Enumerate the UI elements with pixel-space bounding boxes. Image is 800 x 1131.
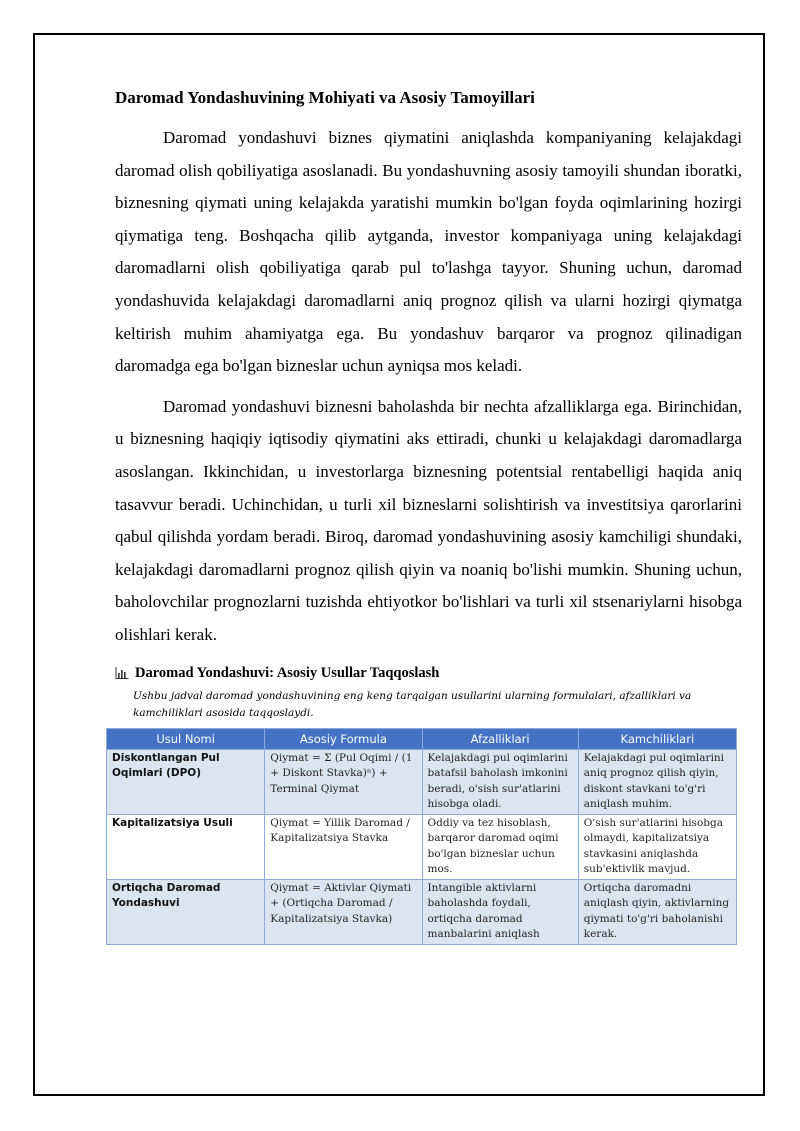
advantages-cell: Kelajakdagi pul oqimlarini batafsil baholash imkonini beradi, o'sish sur'atlarini hisobga oladi. <box>422 749 578 814</box>
method-cell: Diskontlangan Pul Oqimlari (DPO) <box>107 749 265 814</box>
advantages-cell: Oddiy va tez hisoblash, barqaror daromad oqimi bo'lgan bizneslar uchun mos. <box>422 814 578 879</box>
advantages-cell: Intangible aktivlarni baholashda foydali, ortiqcha daromad manbalarini aniqlash <box>422 879 578 944</box>
disadvantages-cell: O'sish sur'atlarini hisobga olmaydi, kapitalizatsiya stavkasini aniqlashda sub'ektivlik mavjud. <box>578 814 736 879</box>
formula-cell: Qiymat = Σ (Pul Oqimi / (1 + Diskont Stavka)ⁿ) + Terminal Qiymat <box>265 749 422 814</box>
comparison-table-section <box>112 664 742 945</box>
column-header-formula: Asosiy Formula <box>265 728 422 749</box>
paragraph-2: Daromad yondashuvi biznesni baholashda bir nechta afzalliklarga ega. Birinchidan, u biznesning haqiqiy iqtisodiy qiymatini aks ettiradi, chunki u kelajakdagi daromadlarga asoslangan. Ikkinchidan, u investorlarga biznesning potentsial rentabelligi haqida aniq tasavvur beradi. Uchinchidan, u turli xil bizneslarni solishtirish va investitsiya qarorlarini qabul qilishda yordam beradi. Biroq, daromad yondashuvining asosiy kamchiligi shundaki, kelajakdagi daromadlarni prognoz qilish qiyin va noaniq bo'lishi mumkin. Shuning uchun, baholovchilar prognozlarni tuzishda ehtiyotkor bo'lishlari va turli xil stsenariylarni hisobga olishlari kerak. <box>115 396 742 644</box>
table-title-text: Daromad Yondashuvi: Asosiy Usullar Taqqoslash <box>135 664 440 681</box>
method-cell: Kapitalizatsiya Usuli <box>107 814 265 879</box>
table-caption: Ushbu jadval daromad yondashuvining eng keng tarqalgan usullarini ularning formulalari, afzalliklari va kamchiliklari asosida taqqoslaydi. <box>133 689 692 719</box>
formula-cell: Qiymat = Aktivlar Qiymati + (Ortiqcha Daromad / Kapitalizatsiya Stavka) <box>265 879 422 944</box>
column-header-method: Usul Nomi <box>107 728 265 749</box>
method-cell: Ortiqcha Daromad Yondashuvi <box>107 879 265 944</box>
paragraph-1: Daromad yondashuvi biznes qiymatini aniqlashda kompaniyaning kelajakdagi daromad olish qobiliyatiga asoslanadi. Bu yondashuvning asosiy tamoyili shundan iboratki, biznesning qiymati uning kelajakda yaratishi mumkin bo'lgan foyda oqimlarining hozirgi qiymatiga teng. Boshqacha qilib aytganda, investor kompaniyaga uning kelajakdagi daromadlarni olish qobiliyatiga qarab pul to'lashga tayyor. Shuning uchun, daromad yondashuvida kelajakdagi daromadlarni aniq prognoz qilish va ularni hozirgi qiymatga keltirish muhim ahamiyatga ega. Bu yondashuv barqaror va prognoz qilinadigan daromadga ega bo'lgan bizneslar uchun ayniqsa mos keladi. <box>115 128 742 376</box>
formula-cell: Qiymat = Yillik Daromad / Kapitalizatsiya Stavka <box>265 814 422 879</box>
table-row <box>107 879 737 944</box>
table-row <box>107 749 737 814</box>
disadvantages-cell: Kelajakdagi pul oqimlarini aniq prognoz qilish qiyin, diskont stavkani to'g'ri aniqlash muhim. <box>578 749 736 814</box>
bar-chart-icon <box>115 667 129 679</box>
table-header-row <box>107 728 737 749</box>
column-header-advantages: Afzalliklari <box>422 728 578 749</box>
disadvantages-cell: Ortiqcha daromadni aniqlash qiyin, aktivlarning qiymati to'g'ri baholanishi kerak. <box>578 879 736 944</box>
section-heading: Daromad Yondashuvining Mohiyati va Asosiy Tamoyillari <box>115 88 535 107</box>
comparison-table <box>106 728 737 945</box>
table-title <box>115 665 742 682</box>
column-header-disadvantages: Kamchiliklari <box>578 728 736 749</box>
table-row <box>107 814 737 879</box>
document-body <box>112 86 742 945</box>
